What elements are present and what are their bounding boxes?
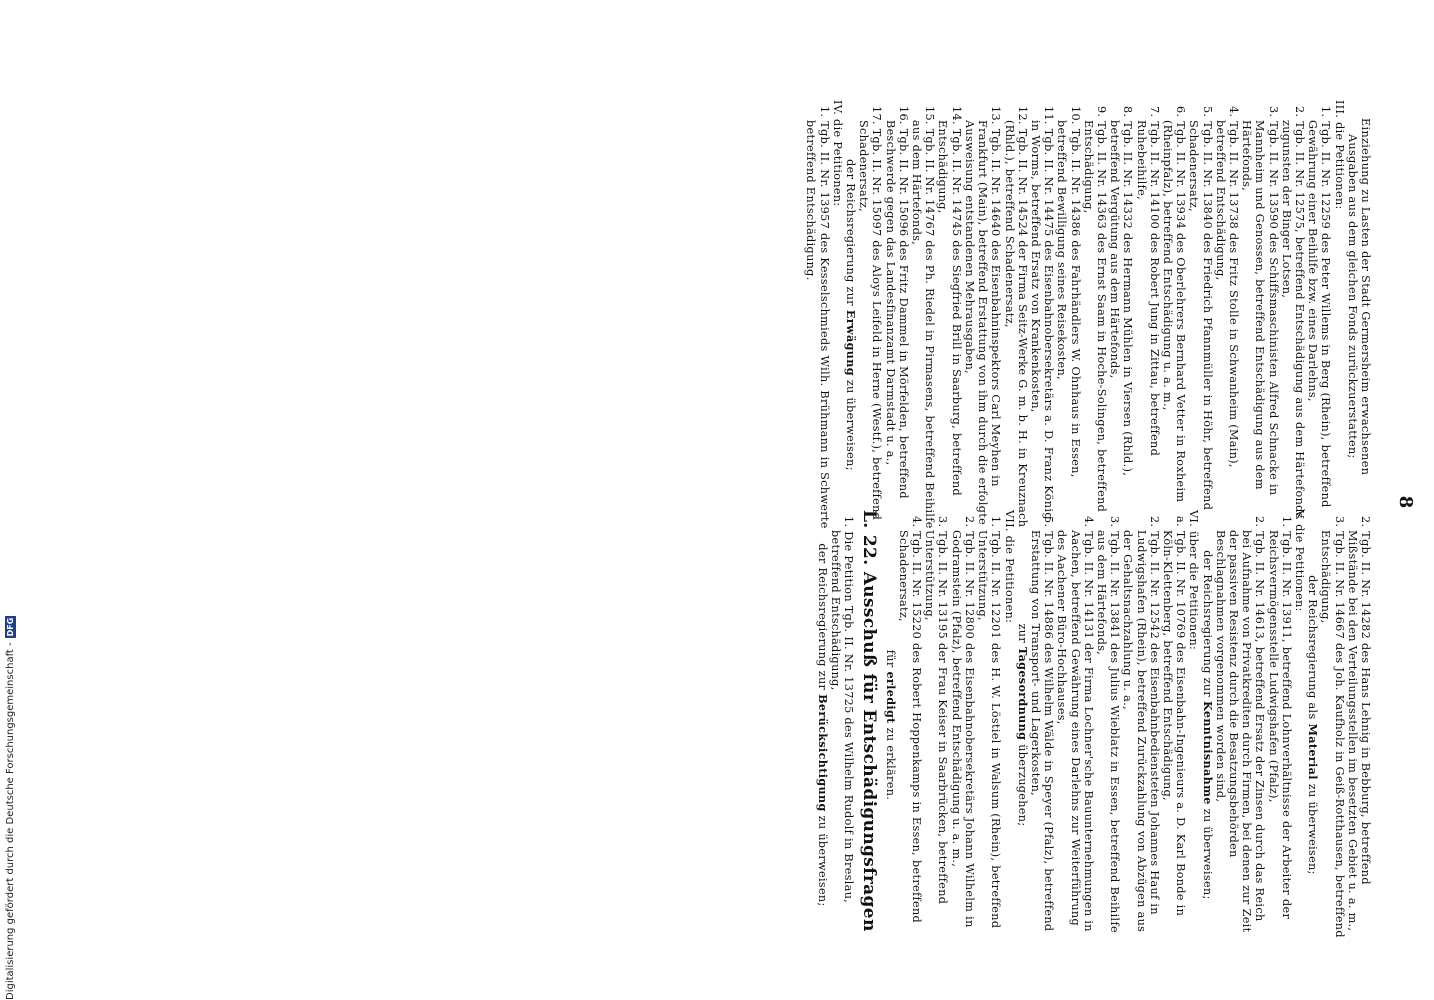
section-V-list [1214,510,1293,940]
section-IV-list-continued [1319,510,1372,940]
petition-item: 5. Tgb. II. Nr. 13840 des Friedrich Pfannmüller in Höhr, betreffend Schadenersatz, [1187,106,1214,511]
referral-VII-suffix: zu erklären. [883,727,897,801]
intro-text: Einziehung zu Lasten der Stadt Germersheim erwachsenen Ausgaben aus dem gleichen Fonds zurückzuerstatten; [1345,118,1372,476]
petition-item: 4. Tgb. II. Nr. 14131 der Firma Lochner'sche Bauunternehmungen in Aachen, betreffend Gewährung eines Darlehns zur Weiterführung des Aachener Büro-Hochhauses, [1055,516,1095,932]
petition-item: 3. Tgb. II. Nr. 13590 des Schiffsmaschinisten Alfred Schnacke in Mannheim und Genossen, betreffend Entschädigung aus dem Härtefonds, [1240,106,1280,496]
referral-V-suffix: zu überweisen; [1200,808,1214,900]
section-III-heading: III. die Petitionen: [1332,100,1346,210]
petition-item: 7. Tgb. II. Nr. 14100 des Robert Jung in Zittau, betreffend Ruhebeihilfe, [1134,106,1161,457]
petition-item: 2. Tgb. II. Nr. 12575, betreffend Entschädigung aus dem Härtefonds zugunsten der Binger Lotsen, [1279,106,1306,519]
referral-IV-prefix: der Reichsregierung als [1306,575,1320,720]
petition-item: 1. Die Petition Tgb. II. Nr. 13725 des Wilhelm Rudolf in Breslau, betreffend Entschädigung, [829,516,856,904]
referral-III-prefix: der Reichsregierung zur [844,159,858,306]
referral-VI-prefix: zur [1015,623,1029,644]
referral-V-prefix: der Reichsregierung zur [1200,550,1214,698]
section-VII-list [897,510,1003,940]
referral-L22-suffix: zu überweisen; [816,815,830,907]
digitization-footer [0,0,20,1000]
referral-VI [1016,510,1029,940]
referral-L22-prefix: der Reichsregierung zur [816,543,830,691]
referral-III [844,100,857,530]
referral-L22 [816,510,829,940]
petition-item: 12. Tgb. II. Nr. 14524 der Firma Seitz-Werke G. m. b. H. in Kreuznach (Rhld.), betreffend Schadenersatz, [1002,106,1029,528]
section-VI-list [1029,510,1187,940]
referral-III-bold: Erwägung [844,309,859,376]
section-VII-heading: VII. die Petitionen: [1002,510,1016,624]
petition-item: 8. Tgb. II. Nr. 14332 des Hermann Mühlen in Viersen (Rhld.), betreffend Vergütung aus dem Härtefonds, [1108,106,1135,477]
petition-item: 13. Tgb. II. Nr. 14640 des Eisenbahninspektors Carl Meyhen in Frankfurt (Main), betreffend Erstattung von ihm durch die erfolgte Ausweisung entstandenen Mehrausgaben, [962,106,1003,526]
petition-item: 10. Tgb. II. Nr. 14386 des Fahrhändlers W. Ohnhaus in Essen, betreffend Bewilligung seines Reisekosten, [1055,106,1082,478]
referral-IV [1306,510,1319,940]
referral-IV-bold: Material [1306,723,1321,780]
petition-item: 2. Tgb. II. Nr. 14613, betreffend Ersatz der Zinsen durch das Reich bei Aufnahme von Privatkrediten durch Firmen, bei denen zur Zeit der passiven Resistenz durch die Besatzungsbehörden Beschlagnahmen vorgenommen worden sind, [1213,516,1267,933]
petition-item: 5. Tgb. II. Nr. 14886 des Wilhelm Wälde in Speyer (Pfalz), betreffend Erstattung von Transport- und Lagerkosten, [1028,516,1056,932]
petition-item: 2. Tgb. II. Nr. 12800 des Eisenbahnobersekretärs Johann Wilhelm in Godramstein (Pfalz), betreffend Entschädigung u. a. m., [949,516,976,928]
petition-item: 2. Tgb. II. Nr. 12542 des Eisenbahnbediensteten Johannes Hauf in Ludwigshafen (Rhein), betreffend Zurückzahlung von Abzügen aus der Gehaltsnachzahlung u. a., [1121,516,1161,933]
petition-item: 3. Tgb. II. Nr. 13841 des Julius Wieblatz in Essen, betreffend Beihilfe aus dem Härtefonds, [1094,516,1122,933]
petition-item: 9. Tgb. II. Nr. 14363 des Ernst Saam in Hoche-Solingen, betreffend Entschädigung, [1081,106,1108,513]
section-VI-heading: VI. über die Petitionen: [1187,510,1201,651]
referral-VI-bold: Tagesordnung [1015,646,1030,741]
referral-V-bold: Kenntnisnahme [1200,701,1215,805]
section-V-heading: V. die Petitionen: [1292,510,1306,612]
petition-item: 6. Tgb. II. Nr. 13934 des Oberlehrers Bernhard Vetter in Roxheim (Rheinpfalz), betreffend Entschädigung u. a. m., [1160,106,1188,503]
petition-item: 2. Tgb. II. Nr. 14282 des Hans Lehnig in Bebburg, betreffend Mißstände bei den Verteilungsstellen im besetzten Gebiet u. a. m., [1345,516,1372,932]
referral-VI-suffix: überzugehen; [1015,744,1029,827]
referral-VII-prefix: für [883,649,897,668]
referral-III-suffix: zu überweisen; [844,379,858,471]
section-IV-list [804,100,830,530]
page-number: 8 [1395,495,1416,509]
referral-VII [883,510,896,940]
committee-list [829,510,855,940]
section-IV-heading: IV. die Petitionen: [830,100,844,207]
petition-item: 14. Tgb. II. Nr. 14745 des Siegfried Brill in Saarburg, betreffend Entschädigung, [936,106,963,497]
petition-item: 3. Tgb. II. Nr. 14667 des Joh. Kaufholz in Geiß-Rotthausen, betreffend Entschädigung, [1319,516,1346,938]
referral-VII-bold: erledigt [883,671,898,724]
petition-item: 1. Tgb. II. Nr. 12259 des Peter Willems in Berg (Rhein), betreffend Gewährung einer Beihilfe bzw. eines Darlehns, [1306,106,1333,508]
petition-item: 1. Tgb. II. Nr. 13957 des Kesselschmieds Wilh. Brühmann in Schwerte betreffend Entschädigung. [804,106,831,529]
petition-item: 15. Tgb. II. Nr. 14767 des Ph. Riedel in Pirmasens, betreffend Beihilfe aus dem Härtefonds, [910,106,937,529]
petition-item: 11. Tgb. II. Nr. 14475 des Eisenbahnobersekretärs a. D. Franz König in Worms, betreffend Ersatz von Krankenkosten, [1028,106,1056,520]
petition-item: 4. Tgb. II. Nr. 15220 des Robert Hoppenkamps in Essen, betreffend Schadenersatz, [896,516,924,924]
petition-item: 1. Tgb. II. Nr. 12201 des H. W. Löstiel in Walsum (Rhein), betreffend Unterstützung, [976,516,1003,929]
referral-L22-bold: Berücksichtigung [816,694,831,812]
petition-item: a. Tgb. II. Nr. 10769 des Eisenbahn-Ingenieurs a. D. Karl Bonde in Köln-Klettenberg, betreffend Entschädigung, [1160,516,1188,917]
petition-item: 4. Tgb. II. Nr. 13738 des Fritz Stolle in Schwanheim (Main), betreffend Entschädigung, [1213,106,1240,468]
dfg-logo: DFG [5,617,15,637]
right-column [816,510,1372,940]
petition-item: 1. Tgb. II. Nr. 13911, betreffend Lohnverhältnisse der Arbeiter der Reichsvermögensstelle Ludwigshafen (Pfalz), [1266,516,1293,920]
petition-item: 3. Tgb. II. Nr. 13195 der Frau Keiser in Saarbrücken, betreffend Unterstützung, [923,516,950,905]
committee-heading: L. 22. Ausschuß für Entschädigungsfragen [859,510,880,932]
referral-IV-suffix: zu überweisen; [1306,783,1320,875]
left-column [804,100,1372,530]
petition-item: 16. Tgb. II. Nr. 15096 des Fritz Dammel in Mörfelden, betreffend Beschwerde gegen das Landesfinanzamt Darmstadt u. a., [883,106,910,499]
petition-item: 17. Tgb. II. Nr. 15097 des Aloys Leifeld in Herne (Westf.), betreffend Schadenersatz, [857,106,884,521]
footer-text: Digitalisierung gefördert durch die Deutsche Forschungsgemeinschaft - [4,642,16,1000]
section-III-list [857,100,1332,530]
referral-V [1200,510,1213,940]
